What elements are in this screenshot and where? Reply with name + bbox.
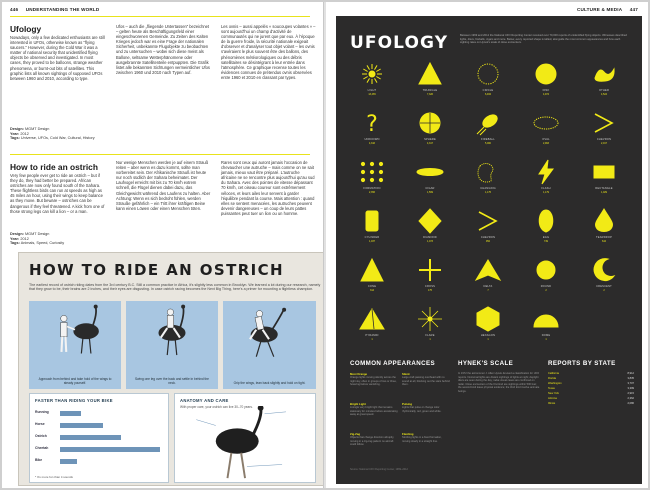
step-2-text: Swing one leg over the back and settle in behind the neck.: [135, 377, 209, 386]
pyramid-icon: [358, 305, 386, 333]
state-value: 3,399: [627, 387, 634, 390]
infographic-intro: The earliest record of ostrich riding dates from the 3rd century B.C. Still a common practice in Africa, it's slightly less common in Brooklyn. We learned a lot during our research, namely that they grow to be, their brains are 2 inches, and their eyes are disgusting. In case ostrich racing becomes the Next Big Thing, here's a primer for mounting a flightless champion.: [29, 283, 321, 292]
shape-count: 2: [545, 289, 547, 292]
shape-count: 2,356: [369, 191, 375, 194]
ostrich-with-rider-illustration: [126, 301, 218, 371]
speed-label: Ostrich: [35, 434, 47, 438]
ufo-shape-diamond: [408, 207, 452, 247]
ostrich-meta: Design: MGMT Design Year: 2012 Tags: Animals, Speed, Curiosity: [10, 232, 65, 246]
shape-name: CROSS: [424, 285, 436, 288]
ufo-shape-cigar: [408, 158, 452, 198]
shape-count: 1,037: [369, 240, 375, 243]
shape-count: 4,974: [543, 93, 549, 96]
state-name: Illinois: [548, 402, 556, 405]
shape-name: CHEVRON: [480, 236, 496, 239]
shape-count: 175: [428, 289, 432, 292]
shape-count: 749: [544, 240, 548, 243]
shape-count: 2: [603, 289, 605, 292]
speed-bar: [60, 435, 121, 440]
poster-intro: Between 1969 and 2012 the National UFO Reporting Center received over 70,000 reports of unidentified flying objects. Witnesses described lights, discs, fireballs, cigars and more. Below, every reported shape is tallied, alongside the most common appearances and how each sighting rates on Hynek's scale of close encounters.: [460, 34, 627, 44]
shape-count: 1,029: [601, 191, 607, 194]
ufology-poster: [336, 16, 642, 484]
anatomy-note: With proper care, your ostrich can live 30–70 years.: [180, 405, 253, 409]
ostrich-text-de: Nur wenige Menschen werden je auf einem Strauß reiten – aber wenn es dazu kommt, sollte man vorbereitet sein. Der Afrikanische Strauß ist heute nur noch südlich der Sahara beheimatet. Der Laufvogel erreicht mit bis zu 70 km/h extrem schnell, die Flügel dienen dabei dazu, das Gleichgewicht während des Laufens zu halten. Aber Achtung: Wenn es sich bedroht fühlen, werden Strauße gefährlich – ein Tritt ihrer kräftigen Beine kann einen Löwen oder einen Menschen töten.: [116, 160, 211, 211]
speed-bar: [60, 447, 160, 452]
shape-count: 1,073: [427, 240, 433, 243]
reports-by-state-title: REPORTS BY STATE: [548, 360, 616, 367]
left-page: [2, 2, 324, 488]
ufo-shape-flash: [524, 158, 568, 198]
shape-count: 13,465: [368, 93, 376, 96]
state-name: New York: [548, 392, 559, 395]
shape-name: CRESCENT: [596, 285, 612, 288]
shape-name: FIREBALL: [481, 138, 495, 141]
ufo-shape-cone: [350, 256, 394, 296]
hexagon-icon: [474, 305, 502, 333]
anatomy-section-title: ANATOMY AND CARE: [180, 398, 229, 403]
shape-name: DISK: [542, 89, 550, 92]
shape-name: OVAL: [542, 138, 550, 141]
shape-name: CYLINDER: [364, 236, 380, 239]
ufology-text-de: Ufos – auch die „fliegende Untertassen“ bezeichnet – gelten heute als Beschäftigungsfeld einer eingeschworenen Gemeinde. Zu Zeiten des Kalten Krieges jedoch war es eine Frage der nationalen Sicherheit, unbekannte Flugobjekte zu beobachten und zu untersuchen – wobei sich diese meist als Ballone, seltsame Wetterphänomene oder ausgebrannte Satellitenteile entpuppten. Die Grafik listet alle bekannten Sichtungen vermeintlicher Ufos zwischen 1960 und 2010 nach Typen auf.: [116, 24, 210, 75]
speed-label: Bike: [35, 458, 43, 462]
shape-count: 314: [370, 289, 374, 292]
shape-count: 952: [486, 240, 490, 243]
ostrich-text-fr: Rares sont ceux qui auront jamais l'occasion de chevaucher une autruche – mais comme on ne sait jamais, mieux vaut être préparé. L'autruche africaine ne se rencontre plus aujourd'hui qu'au sud du Sahara. Avec des pointes de vitesse dépassant 70 km/h, cet oiseau coureur sont extrêmement véloces, et leurs ailes leur servent à garder l'équilibre pendant la course. Mais attention : quand elles se sentent menacées, les autruches peuvent devenir dangereuses – un coup de leurs pattes puissantes peut tuer un lion ou un homme.: [221, 160, 315, 216]
shape-name: FLARE: [425, 334, 435, 337]
step-panel-3: [223, 301, 316, 389]
infographic-title: HOW TO RIDE AN OSTRICH: [29, 261, 284, 279]
sphere-icon: [416, 109, 444, 137]
right-page: [326, 2, 648, 488]
shape-name: CHEVRON: [596, 138, 612, 141]
ostrich-text-en: Very few people ever get to ride an ostrich – but if they do, they had better be prepared. African ostriches are now only found south of the Sahara. These flightless birds can run at speeds as high as 45 miles an hour, using their wings to keep balance as they move. But beware – ostriches can be dangerous if they feel threatened. A kick from one of those strong legs can kill a lion – or a man.: [10, 173, 105, 214]
state-value: 2,086: [627, 402, 634, 405]
shape-name: CIGAR: [425, 187, 435, 190]
shape-name: PYRAMID: [365, 334, 379, 337]
state-name: Washington: [548, 382, 562, 385]
left-page-number: 446: [10, 7, 19, 12]
shape-count: 7,326: [427, 93, 433, 96]
shape-count: 1: [429, 338, 431, 341]
ufo-shape-triangle: [408, 60, 452, 100]
state-value: 3,707: [627, 382, 634, 385]
step-1-text: Approach from behind and take hold of the wings to steady yourself.: [38, 377, 112, 386]
step-panel-2: [126, 301, 218, 389]
shape-count: 4,524: [601, 93, 607, 96]
ufology-text-en: Nowadays, only a few dedicated enthusiasts are still interested in UFOs, otherwise known as "flying saucers." However, during the Cold War it was a matter of national security that unidentified flying objects be observed and investigated. In most cases, they proved to be balloons, strange weather phenomena, or burnt-out bits of satellites. This graphic lists all known sightings of supposed UFOs between 1960 and 2010, according to type.: [10, 35, 105, 81]
shape-name: LIGHT: [367, 89, 377, 92]
shape-count: 1: [371, 338, 373, 341]
disk-icon: [532, 60, 560, 88]
state-value: 3,835: [627, 377, 634, 380]
state-name: California: [548, 372, 559, 375]
ufo-shape-delta: [466, 256, 510, 296]
ufology-meta: Design: MGMT Design Year: 2012 Tags: Universe, UFOs, Cold War, Cultural, History: [10, 127, 95, 141]
ufo-shape-hexagon: [466, 305, 510, 345]
ufo-shape-oval: [524, 109, 568, 149]
appearance-text: A single very bright light that remains stationary for minutes before accelerating away at great speed.: [350, 406, 398, 417]
ufo-shape-cross: [408, 256, 452, 296]
shape-name: CIRCLE: [482, 89, 494, 92]
ufo-shape-unknown: [350, 109, 394, 149]
appearance-text: Large craft passing overhead with no sound at all, blocking out the stars behind them.: [402, 376, 450, 387]
ufo-shape-teardrop: [582, 207, 626, 247]
cylinder-icon: [358, 207, 386, 235]
reports-by-state-list: [548, 372, 634, 412]
shape-name: DELTA: [483, 285, 493, 288]
poster-title: UFOLOGY: [350, 33, 449, 53]
appearance-title: Most Orange: [350, 372, 368, 376]
egg-icon: [532, 207, 560, 235]
accent-rule-mid: [10, 154, 310, 155]
teardrop-icon: [590, 207, 618, 235]
right-running-head: [577, 7, 638, 12]
shape-count: 4,317: [427, 142, 433, 145]
speed-bar: [60, 423, 103, 428]
shape-name: EGG: [542, 236, 550, 239]
ostrich-with-rider-illustration: [29, 301, 121, 371]
speed-bar: [60, 411, 81, 416]
fireball-icon: [474, 109, 502, 137]
flash-icon: [532, 158, 560, 186]
appearance-title: Pulsing: [402, 402, 413, 406]
state-name: Arizona: [548, 397, 557, 400]
step-panel-1: [29, 301, 121, 389]
shape-count: 1,179: [543, 191, 549, 194]
state-row: [548, 402, 634, 407]
common-appearances-title: COMMON APPEARANCES: [350, 360, 436, 367]
ufo-shape-egg: [524, 207, 568, 247]
ufo-shape-rectangle: [582, 158, 626, 198]
triangle-icon: [416, 60, 444, 88]
svg-text:?: ?: [366, 112, 378, 137]
left-section-title: UNDERSTANDING THE WORLD: [25, 7, 100, 12]
ufo-shape-light: [350, 60, 394, 100]
chevron-icon: [474, 207, 502, 235]
cone-icon: [358, 256, 386, 284]
shape-count: 1,175: [485, 191, 491, 194]
formation-icon: [358, 158, 386, 186]
wavy-shape-icon: [590, 60, 618, 88]
shape-count: 6,934: [485, 93, 491, 96]
shape-name: UNKNOWN: [364, 138, 380, 141]
speed-bar: [60, 459, 77, 464]
ufology-text-fr: Les ovnis – aussi appelés « soucoupes volantes » – sont aujourd'hui un champ d'activité de communautés qui ne jurent que par eux. À l'époque de la guerre froide, la sécurité nationale exigeait d'observer et d'analyser tout objet volant – les ovnis s'avéraient le plus souvent être des ballons, des phénomènes météorologiques ou des débris satellitaires se désintégrant à leur entrée dans l'atmosphère. Ce graphique recense toutes les évidences connues de prétendus ovnis observées entre 1960 et 2010 en classant par types.: [221, 24, 316, 80]
ufo-shape-cylinder: [350, 207, 394, 247]
shape-name: ROUND: [540, 285, 552, 288]
delta-icon: [474, 256, 502, 284]
appearance-text: Orange lights moving silently across the night sky, often in groups of two or three, hovering before vanishing.: [350, 376, 397, 387]
ufo-shape-circle: [466, 60, 510, 100]
shape-name: FORMATION: [363, 187, 381, 190]
chevron-icon: [590, 109, 618, 137]
appearance-title: Silent: [402, 372, 410, 376]
ufo-shape-chevron: [466, 207, 510, 247]
ufo-shape-chevron: [582, 109, 626, 149]
state-value: 8,912: [627, 372, 634, 375]
speed-label: Running: [35, 410, 49, 414]
dome-icon: [532, 305, 560, 333]
state-value: 2,915: [627, 392, 634, 395]
shape-count: 644: [602, 240, 606, 243]
ufo-shape-sphere: [408, 109, 452, 149]
appearance-title: Bright Light: [350, 402, 366, 406]
speed-label: Horse: [35, 422, 45, 426]
circle-icon: [474, 60, 502, 88]
shape-count: 4,316: [369, 142, 375, 145]
hynek-scale-text: In 1972 the astronomer J. Allen Hynek devised a classification for UFO reports. Nocturnal lights are distant sightings of lights at night; daylight discs are seen during the day; radar-visual cases are confirmed on radar. Close encounters of the first kind are sightings within 500 feet; the second kind leave physical evidence; the third kind involve animate beings.: [458, 372, 540, 393]
diamond-icon: [416, 207, 444, 235]
ufo-shape-crescent: [582, 256, 626, 296]
ostrich-with-rider-illustration: [223, 301, 315, 371]
appearance-title: Zig-Zag: [350, 432, 361, 436]
shape-name: DOME: [541, 334, 551, 337]
left-running-head: [10, 7, 99, 12]
right-page-number: 447: [629, 7, 638, 12]
shape-name: TEARDROP: [595, 236, 612, 239]
hynek-scale-title: HYNEK'S SCALE: [458, 360, 514, 367]
speed-section-title: FASTER THAN RIDING YOUR BIKE: [35, 398, 113, 403]
speed-comparison-box: [29, 393, 169, 483]
shape-name: FLASH: [541, 187, 551, 190]
ostrich-anatomy-illustration: [175, 406, 317, 484]
ufo-shape-pyramid: [350, 305, 394, 345]
shape-name: DIAMOND: [423, 236, 437, 239]
shape-count: 7: [487, 289, 489, 292]
appearance-text: Strobing lights in a fixed formation, moving slowly in a straight line.: [402, 436, 442, 443]
state-name: Texas: [548, 387, 555, 390]
right-section-title: CULTURE & MEDIA: [576, 7, 623, 12]
appearance-title: Flashing: [402, 432, 414, 436]
ufo-shape-other: [582, 60, 626, 100]
ufo-shape-flare: [408, 305, 452, 345]
state-name: Florida: [548, 377, 556, 380]
shape-name: CHANGING: [480, 187, 496, 190]
accent-rule-top: [10, 16, 310, 17]
shape-name: OTHER: [598, 89, 610, 92]
shape-count: 5,000: [485, 142, 491, 145]
ufo-shape-changing: [466, 158, 510, 198]
crescent-icon: [590, 256, 618, 284]
ostrich-title: How to ride an ostrich: [10, 162, 98, 172]
poster-source: Source: National UFO Reporting Center, 1969–2012: [350, 468, 408, 471]
state-value: 2,362: [627, 397, 634, 400]
changing-icon: [474, 158, 502, 186]
shape-name: HEXAGON: [480, 334, 496, 337]
cigar-icon: [416, 158, 444, 186]
step-3-text: Grip the wings, lean back slightly and hold on tight.: [233, 381, 306, 386]
ufo-shape-formation: [350, 158, 394, 198]
shape-count: 2,017: [601, 142, 607, 145]
rectangle-icon: [590, 158, 618, 186]
shape-count: 2,963: [543, 142, 549, 145]
anatomy-box: [174, 393, 316, 483]
shape-count: 1: [545, 338, 547, 341]
oval-icon: [532, 109, 560, 137]
flare-icon: [416, 305, 444, 333]
infographic-footnote: * It's more fun than it sounds: [35, 475, 73, 479]
ufology-title: Ufology: [10, 24, 42, 34]
shape-count: 1,569: [427, 191, 433, 194]
question-mark-icon: [358, 109, 386, 137]
ufo-shape-dome: [524, 305, 568, 345]
ufo-shape-round: [524, 256, 568, 296]
round-icon: [532, 256, 560, 284]
shape-name: CONE: [367, 285, 377, 288]
shape-name: RECTANGLE: [595, 187, 613, 190]
cross-icon: [416, 256, 444, 284]
shape-name: TRIANGLE: [422, 89, 438, 92]
shape-name: SPHERE: [424, 138, 436, 141]
ufo-shape-disk: [524, 60, 568, 100]
shape-count: 1: [487, 338, 489, 341]
ostrich-infographic: [18, 252, 324, 486]
ufo-shape-fireball: [466, 109, 510, 149]
speed-label: Cheetah: [35, 446, 49, 450]
appearance-text: Objects that change direction abruptly, moving in a zig-zag pattern no aircraft could follow.: [350, 436, 395, 447]
appearance-text: Lights that pulse or change color rhythmically, red, green and white.: [402, 406, 442, 413]
light-burst-icon: [358, 60, 386, 88]
